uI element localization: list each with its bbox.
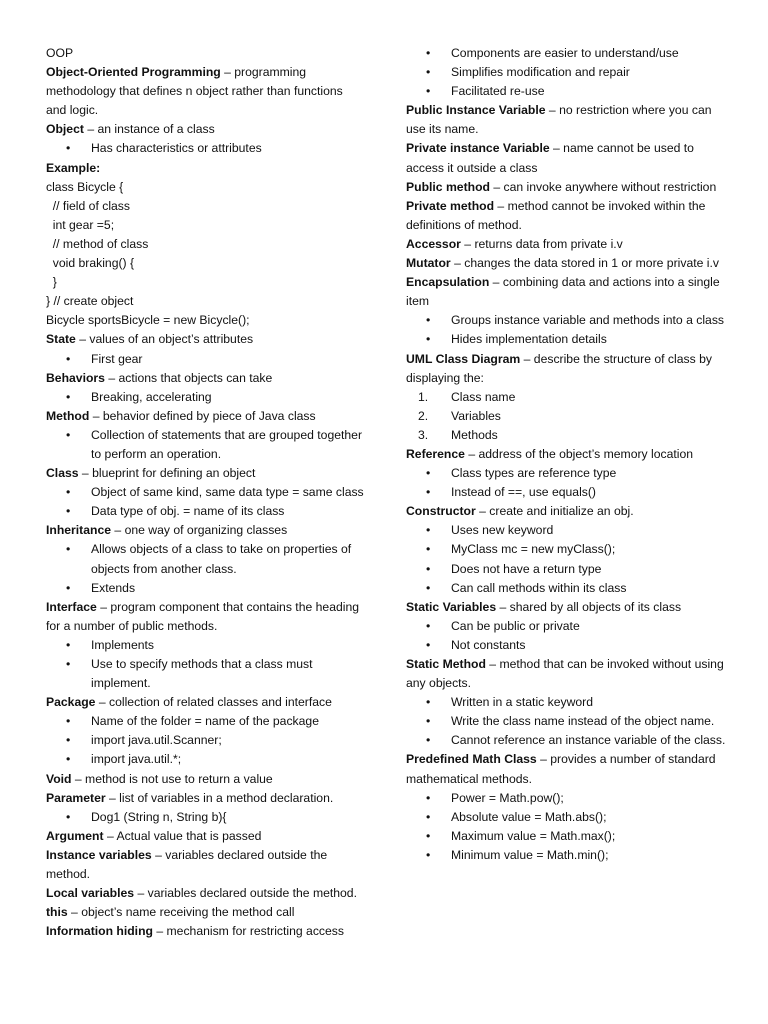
term: Static Method <box>406 657 486 671</box>
bullet-text: Facilitated re-use <box>451 84 545 99</box>
term: Parameter <box>46 790 106 805</box>
numbered-item <box>406 407 726 426</box>
notes-left-column <box>46 44 366 941</box>
bullet-text: Not constants <box>451 637 526 652</box>
term: Reference <box>406 446 465 461</box>
bullet-icon: • <box>426 542 431 557</box>
bullet-icon: • <box>426 618 431 633</box>
definition-line <box>406 350 726 388</box>
bullet-item <box>406 560 726 579</box>
bullet-text: Name of the folder = name of the package <box>91 714 319 729</box>
bullet-item <box>46 483 366 502</box>
definition-text: – programming methodology that defines n object rather than functions and logic. <box>46 65 343 118</box>
definition-text: – variables declared outside the method. <box>46 847 328 882</box>
numbered-text: Methods <box>451 427 498 442</box>
item-number: 3. <box>418 427 429 442</box>
definition-line <box>406 139 726 177</box>
bullet-text: Can be public or private <box>451 618 580 633</box>
bullet-item <box>406 330 726 349</box>
text-line <box>46 44 366 63</box>
definition-text: } <box>46 275 57 290</box>
bullet-icon: • <box>66 542 71 557</box>
definition-line <box>406 178 726 197</box>
definition-line <box>406 273 726 311</box>
bullet-icon: • <box>426 733 431 748</box>
bullet-icon: • <box>426 46 431 60</box>
bullet-icon: • <box>66 141 71 156</box>
bullet-item <box>406 483 726 502</box>
definition-text: – an instance of a class <box>83 122 215 137</box>
definition-text: – actions that objects can take <box>104 370 273 385</box>
bullet-icon: • <box>66 485 71 500</box>
bullet-item <box>406 82 726 101</box>
definition-line <box>46 464 366 483</box>
term: Accessor <box>406 236 461 251</box>
definition-text: – no restriction where you can use its name. <box>406 103 712 137</box>
bullet-item <box>46 636 366 655</box>
bullet-text: Power = Math.pow(); <box>451 790 564 805</box>
bullet-text: Components are easier to understand/use <box>451 46 679 60</box>
bullet-icon: • <box>426 809 431 824</box>
term: UML Class Diagram <box>406 351 521 366</box>
bullet-text: Written in a static keyword <box>451 695 594 710</box>
definition-line <box>406 235 726 254</box>
bullet-item <box>46 731 366 750</box>
numbered-text: Variables <box>451 408 501 423</box>
definition-line <box>46 770 366 789</box>
term: Constructor <box>406 504 476 519</box>
definition-line <box>46 693 366 712</box>
bullet-text: Instead of ==, use equals() <box>451 485 596 500</box>
bullet-item <box>406 63 726 82</box>
text-line <box>46 178 366 197</box>
bullet-text: First gear <box>91 351 143 366</box>
bullet-item <box>46 579 366 598</box>
definition-text: – values of an object’s attributes <box>75 332 254 347</box>
bullet-item <box>46 502 366 521</box>
bullet-icon: • <box>66 580 71 595</box>
term: Static Variables <box>406 599 497 614</box>
definition-text: – Actual value that is passed <box>103 828 262 843</box>
text-line <box>46 216 366 235</box>
term: Void <box>46 771 72 786</box>
term: this <box>46 905 68 920</box>
text-line <box>46 197 366 216</box>
bullet-text: MyClass mc = new myClass(); <box>451 542 616 557</box>
text-line <box>46 235 366 254</box>
bullet-item <box>406 808 726 827</box>
definition-line <box>46 159 366 178</box>
bullet-item <box>46 388 366 407</box>
bullet-icon: • <box>426 466 431 481</box>
bullet-item <box>46 655 366 693</box>
bullet-text: Does not have a return type <box>451 561 602 576</box>
bullet-item <box>406 827 726 846</box>
bullet-item <box>46 426 366 464</box>
bullet-icon: • <box>426 580 431 595</box>
definition-text: int gear =5; <box>46 217 115 232</box>
bullet-text: Dog1 (String n, String b){ <box>91 809 227 824</box>
term: Method <box>46 408 90 423</box>
bullet-icon: • <box>66 809 71 824</box>
bullet-item <box>46 808 366 827</box>
notes-right-column <box>406 44 726 865</box>
definition-line <box>46 884 366 903</box>
definition-line <box>406 655 726 693</box>
definition-line <box>406 101 726 139</box>
bullet-icon: • <box>66 714 71 729</box>
definition-line <box>46 120 366 139</box>
bullet-icon: • <box>66 752 71 767</box>
bullet-text: Use to specify methods that a class must implement. <box>91 657 313 691</box>
definition-text: – object’s name receiving the method call <box>67 905 295 920</box>
term: Behaviors <box>46 370 105 385</box>
bullet-item <box>406 846 726 865</box>
bullet-item <box>46 540 366 578</box>
bullet-icon: • <box>66 504 71 519</box>
numbered-text: Class name <box>451 389 516 404</box>
bullet-icon: • <box>426 485 431 500</box>
bullet-icon: • <box>426 847 431 862</box>
bullet-item <box>406 579 726 598</box>
bullet-item <box>406 693 726 712</box>
term: Package <box>46 695 96 710</box>
bullet-icon: • <box>66 637 71 652</box>
text-line <box>46 273 366 292</box>
definition-text: class Bicycle { <box>46 179 124 194</box>
bullet-text: Simplifies modification and repair <box>451 65 630 80</box>
definition-line <box>46 330 366 349</box>
term: Object-Oriented Programming <box>46 65 221 80</box>
bullet-item <box>46 750 366 769</box>
bullet-item <box>46 139 366 158</box>
bullet-icon: • <box>66 657 71 671</box>
definition-line <box>46 407 366 426</box>
term: State <box>46 332 76 347</box>
bullet-text: Uses new keyword <box>451 523 554 538</box>
term: Information hiding <box>46 924 153 939</box>
bullet-icon: • <box>426 790 431 805</box>
bullet-item <box>406 521 726 540</box>
definition-line <box>46 63 366 120</box>
bullet-item <box>406 311 726 330</box>
bullet-item <box>406 789 726 808</box>
definition-text: – blueprint for defining an object <box>78 466 256 481</box>
definition-line <box>46 789 366 808</box>
bullet-icon: • <box>426 561 431 576</box>
definition-text: – combining data and actions into a single item <box>406 275 720 309</box>
bullet-item <box>406 731 726 750</box>
bullet-text: Collection of statements that are grouped together to perform an operation. <box>91 427 362 461</box>
bullet-text: Write the class name instead of the object name. <box>451 714 715 729</box>
definition-line <box>406 254 726 273</box>
definition-text: void braking() { <box>46 256 135 271</box>
term: Example: <box>46 160 101 175</box>
bullet-icon: • <box>426 313 431 328</box>
bullet-icon: • <box>66 427 71 442</box>
bullet-text: Extends <box>91 580 136 595</box>
bullet-text: Has characteristics or attributes <box>91 141 262 156</box>
definition-text: – can invoke anywhere without restriction <box>489 179 717 194</box>
bullet-item <box>46 350 366 369</box>
definition-text: – provides a number of standard mathematical methods. <box>406 752 716 786</box>
definition-text: – shared by all objects of its class <box>496 599 682 614</box>
definition-text: Bicycle sportsBicycle = new Bicycle(); <box>46 313 250 328</box>
bullet-text: import java.util.Scanner; <box>91 733 222 748</box>
bullet-item <box>406 540 726 559</box>
definition-text: – one way of organizing classes <box>111 523 288 538</box>
definition-text: – changes the data stored in 1 or more private i.v <box>450 256 719 271</box>
numbered-item <box>406 426 726 445</box>
definition-text: – describe the structure of class by displaying the: <box>406 351 712 385</box>
bullet-icon: • <box>426 714 431 729</box>
bullet-text: Object of same kind, same data type = same class <box>91 485 364 500</box>
definition-line <box>46 827 366 846</box>
bullet-text: Can call methods within its class <box>451 580 627 595</box>
bullet-icon: • <box>426 332 431 347</box>
text-line <box>46 292 366 311</box>
definition-text: – mechanism for restricting access <box>152 924 344 939</box>
definition-line <box>406 445 726 464</box>
bullet-icon: • <box>426 65 431 80</box>
term: Predefined Math Class <box>406 752 537 767</box>
definition-text: // method of class <box>46 236 149 251</box>
bullet-icon: • <box>426 828 431 843</box>
definition-text: – method cannot be invoked within the definitions of method. <box>406 198 706 232</box>
bullet-text: Maximum value = Math.max(); <box>451 828 616 843</box>
definition-line <box>46 369 366 388</box>
bullet-icon: • <box>66 389 71 404</box>
term: Public method <box>406 179 490 194</box>
definition-line <box>46 922 366 941</box>
item-number: 1. <box>418 389 429 404</box>
definition-text: – method is not use to return a value <box>71 771 273 786</box>
term: Class <box>46 466 79 481</box>
definition-text: // field of class <box>46 198 130 213</box>
term: Public Instance Variable <box>406 103 546 118</box>
text-line <box>46 311 366 330</box>
definition-text: – list of variables in a method declaration. <box>105 790 334 805</box>
bullet-text: Class types are reference type <box>451 466 617 481</box>
term: Interface <box>46 599 97 614</box>
bullet-text: Allows objects of a class to take on properties of objects from another class. <box>91 542 352 576</box>
bullet-icon: • <box>426 523 431 538</box>
text-line <box>46 254 366 273</box>
definition-text: – collection of related classes and interface <box>95 695 332 710</box>
definition-line <box>46 903 366 922</box>
bullet-text: Hides implementation details <box>451 332 607 347</box>
term: Encapsulation <box>406 275 490 290</box>
bullet-item <box>406 636 726 655</box>
definition-text: – returns data from private i.v <box>460 236 623 251</box>
bullet-item <box>406 44 726 63</box>
bullet-text: Data type of obj. = name of its class <box>91 504 285 519</box>
bullet-item <box>46 712 366 731</box>
bullet-item <box>406 712 726 731</box>
definition-line <box>406 197 726 235</box>
definition-line <box>46 846 366 884</box>
bullet-icon: • <box>66 351 71 366</box>
term: Instance variables <box>46 847 152 862</box>
definition-text: – behavior defined by piece of Java class <box>89 408 316 423</box>
bullet-text: import java.util.*; <box>91 752 182 767</box>
definition-text: – variables declared outside the method. <box>134 886 357 901</box>
definition-line <box>406 598 726 617</box>
definition-text: – create and initialize an obj. <box>475 504 634 519</box>
bullet-text: Implements <box>91 637 154 652</box>
bullet-text: Breaking, accelerating <box>91 389 212 404</box>
numbered-item <box>406 388 726 407</box>
definition-text: – address of the object’s memory location <box>464 446 694 461</box>
definition-line <box>46 521 366 540</box>
bullet-text: Minimum value = Math.min(); <box>451 847 609 862</box>
term: Argument <box>46 828 104 843</box>
definition-line <box>406 750 726 788</box>
bullet-item <box>406 464 726 483</box>
definition-line <box>46 598 366 636</box>
bullet-item <box>406 617 726 636</box>
definition-line <box>406 502 726 521</box>
bullet-icon: • <box>426 84 431 99</box>
bullet-text: Groups instance variable and methods into a class <box>451 313 725 328</box>
definition-text: – name cannot be used to access it outside a class <box>406 141 694 175</box>
bullet-icon: • <box>426 695 431 710</box>
definition-text: – method that can be invoked without using any objects. <box>406 657 724 691</box>
term: Private method <box>406 198 495 213</box>
definition-text: – program component that contains the heading for a number of public methods. <box>46 599 360 633</box>
term: Mutator <box>406 256 451 271</box>
term: Inheritance <box>46 523 112 538</box>
bullet-text: Cannot reference an instance variable of the class. <box>451 733 726 748</box>
term: Local variables <box>46 886 135 901</box>
bullet-icon: • <box>426 637 431 652</box>
item-number: 2. <box>418 408 429 423</box>
definition-text: } // create object <box>46 294 134 309</box>
term: Object <box>46 122 84 137</box>
definition-text: OOP <box>46 46 74 60</box>
term: Private instance Variable <box>406 141 550 156</box>
bullet-text: Absolute value = Math.abs(); <box>451 809 607 824</box>
bullet-icon: • <box>66 733 71 748</box>
